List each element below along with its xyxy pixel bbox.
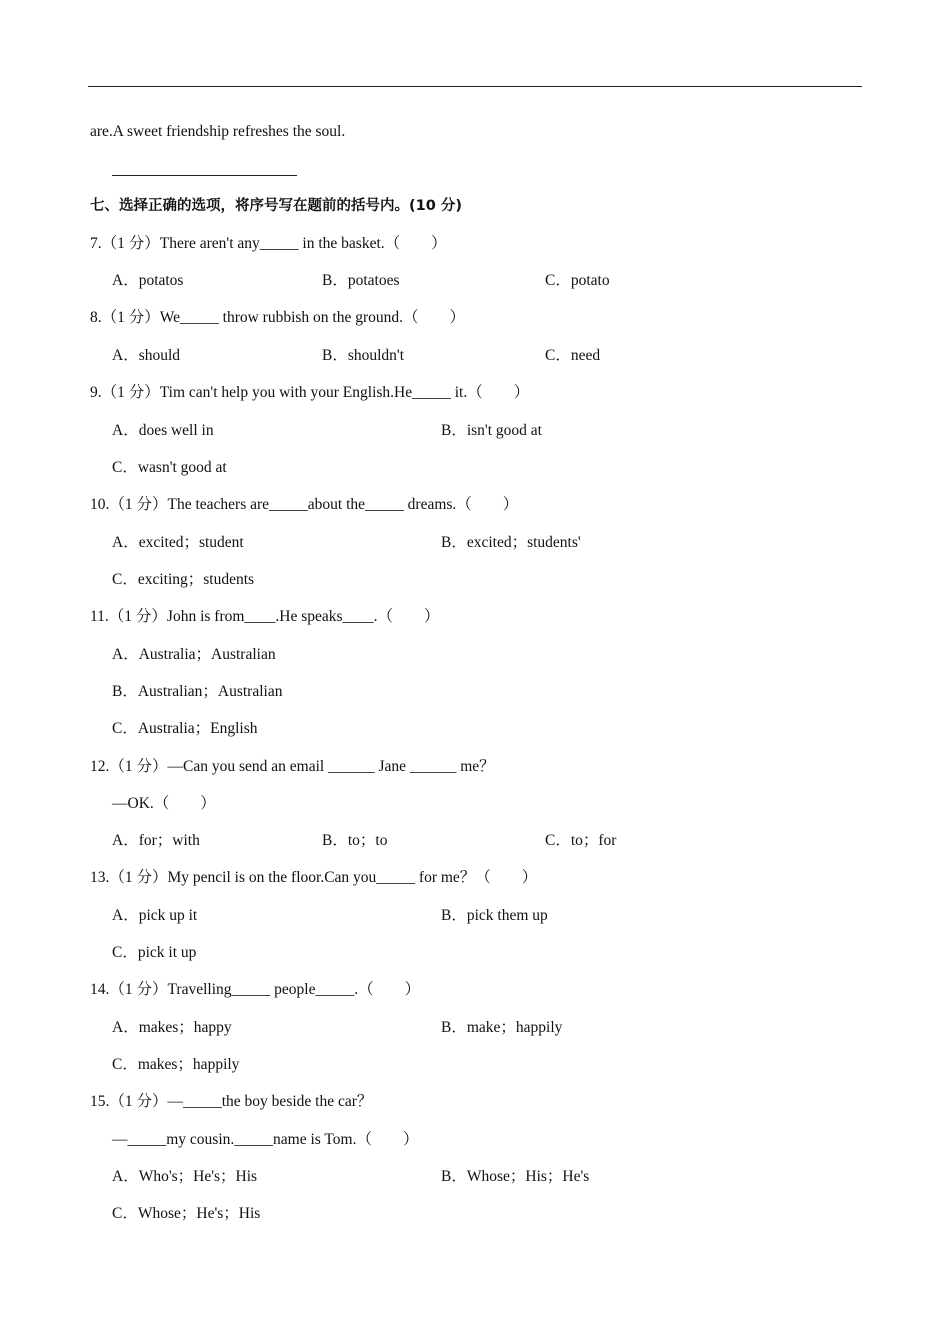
option-b: B．Whose；His；He's (441, 1168, 590, 1185)
option-b: B．potatoes (322, 272, 400, 289)
option-a: A．pick up it (112, 907, 198, 924)
option-c: C．pick it up (112, 944, 197, 961)
option-a: A．Who's；He's；His (112, 1168, 258, 1185)
option-c: C．to；for (545, 832, 617, 849)
question-stem: 13.（1 分）My pencil is on the floor.Can you_____ for me？（ ） (90, 869, 538, 886)
option-a: A．excited；student (112, 534, 244, 551)
option-c: C．exciting；students (112, 571, 255, 588)
option-b: B．shouldn't (322, 347, 405, 364)
option-a: A．makes；happy (112, 1019, 232, 1036)
question-stem: 14.（1 分）Travelling_____ people_____.（ ） (90, 981, 421, 998)
question-stem: 9.（1 分）Tim can't help you with your English.He_____ it.（ ） (90, 384, 530, 401)
question-stem: 12.（1 分）—Can you send an email ______ Jane ______ me？ (90, 758, 495, 775)
question-stem: 11.（1 分）John is from____.He speaks____.（ ） (90, 608, 440, 625)
option-b: B．isn't good at (441, 422, 542, 439)
option-c: C．Whose；He's；His (112, 1205, 261, 1222)
continuation-text: are.A sweet friendship refreshes the soul. (90, 123, 346, 140)
question-stem: 8.（1 分）We_____ throw rubbish on the ground.（ ） (90, 309, 466, 326)
option-a: A．potatos (112, 272, 184, 289)
header-rule (88, 86, 862, 87)
option-a: A．for；with (112, 832, 200, 849)
option-c: C．wasn't good at (112, 459, 227, 476)
option-c: C．makes；happily (112, 1056, 240, 1073)
option-b: B．Australian；Australian (112, 683, 283, 700)
question-stem-reply: —OK.（ ） (112, 795, 216, 812)
option-b: B．to；to (322, 832, 388, 849)
option-b: B．make；happily (441, 1019, 563, 1036)
option-c: C．need (545, 347, 601, 364)
option-a: A．does well in (112, 422, 214, 439)
question-stem-reply: —_____my cousin._____name is Tom.（ ） (112, 1131, 419, 1148)
option-a: A．should (112, 347, 181, 364)
option-b: B．excited；students' (441, 534, 581, 551)
answer-blank-line (112, 175, 297, 176)
question-stem: 7.（1 分）There aren't any_____ in the basket.（ ） (90, 235, 447, 252)
option-c: C．potato (545, 272, 610, 289)
question-stem: 10.（1 分）The teachers are_____about the_____ dreams.（ ） (90, 496, 519, 513)
section-title: 七、选择正确的选项，将序号写在题前的括号内。(10 分) (90, 198, 462, 214)
option-a: A．Australia；Australian (112, 646, 276, 663)
question-stem: 15.（1 分）—_____the boy beside the car？ (90, 1093, 373, 1110)
option-b: B．pick them up (441, 907, 548, 924)
option-c: C．Australia；English (112, 720, 258, 737)
